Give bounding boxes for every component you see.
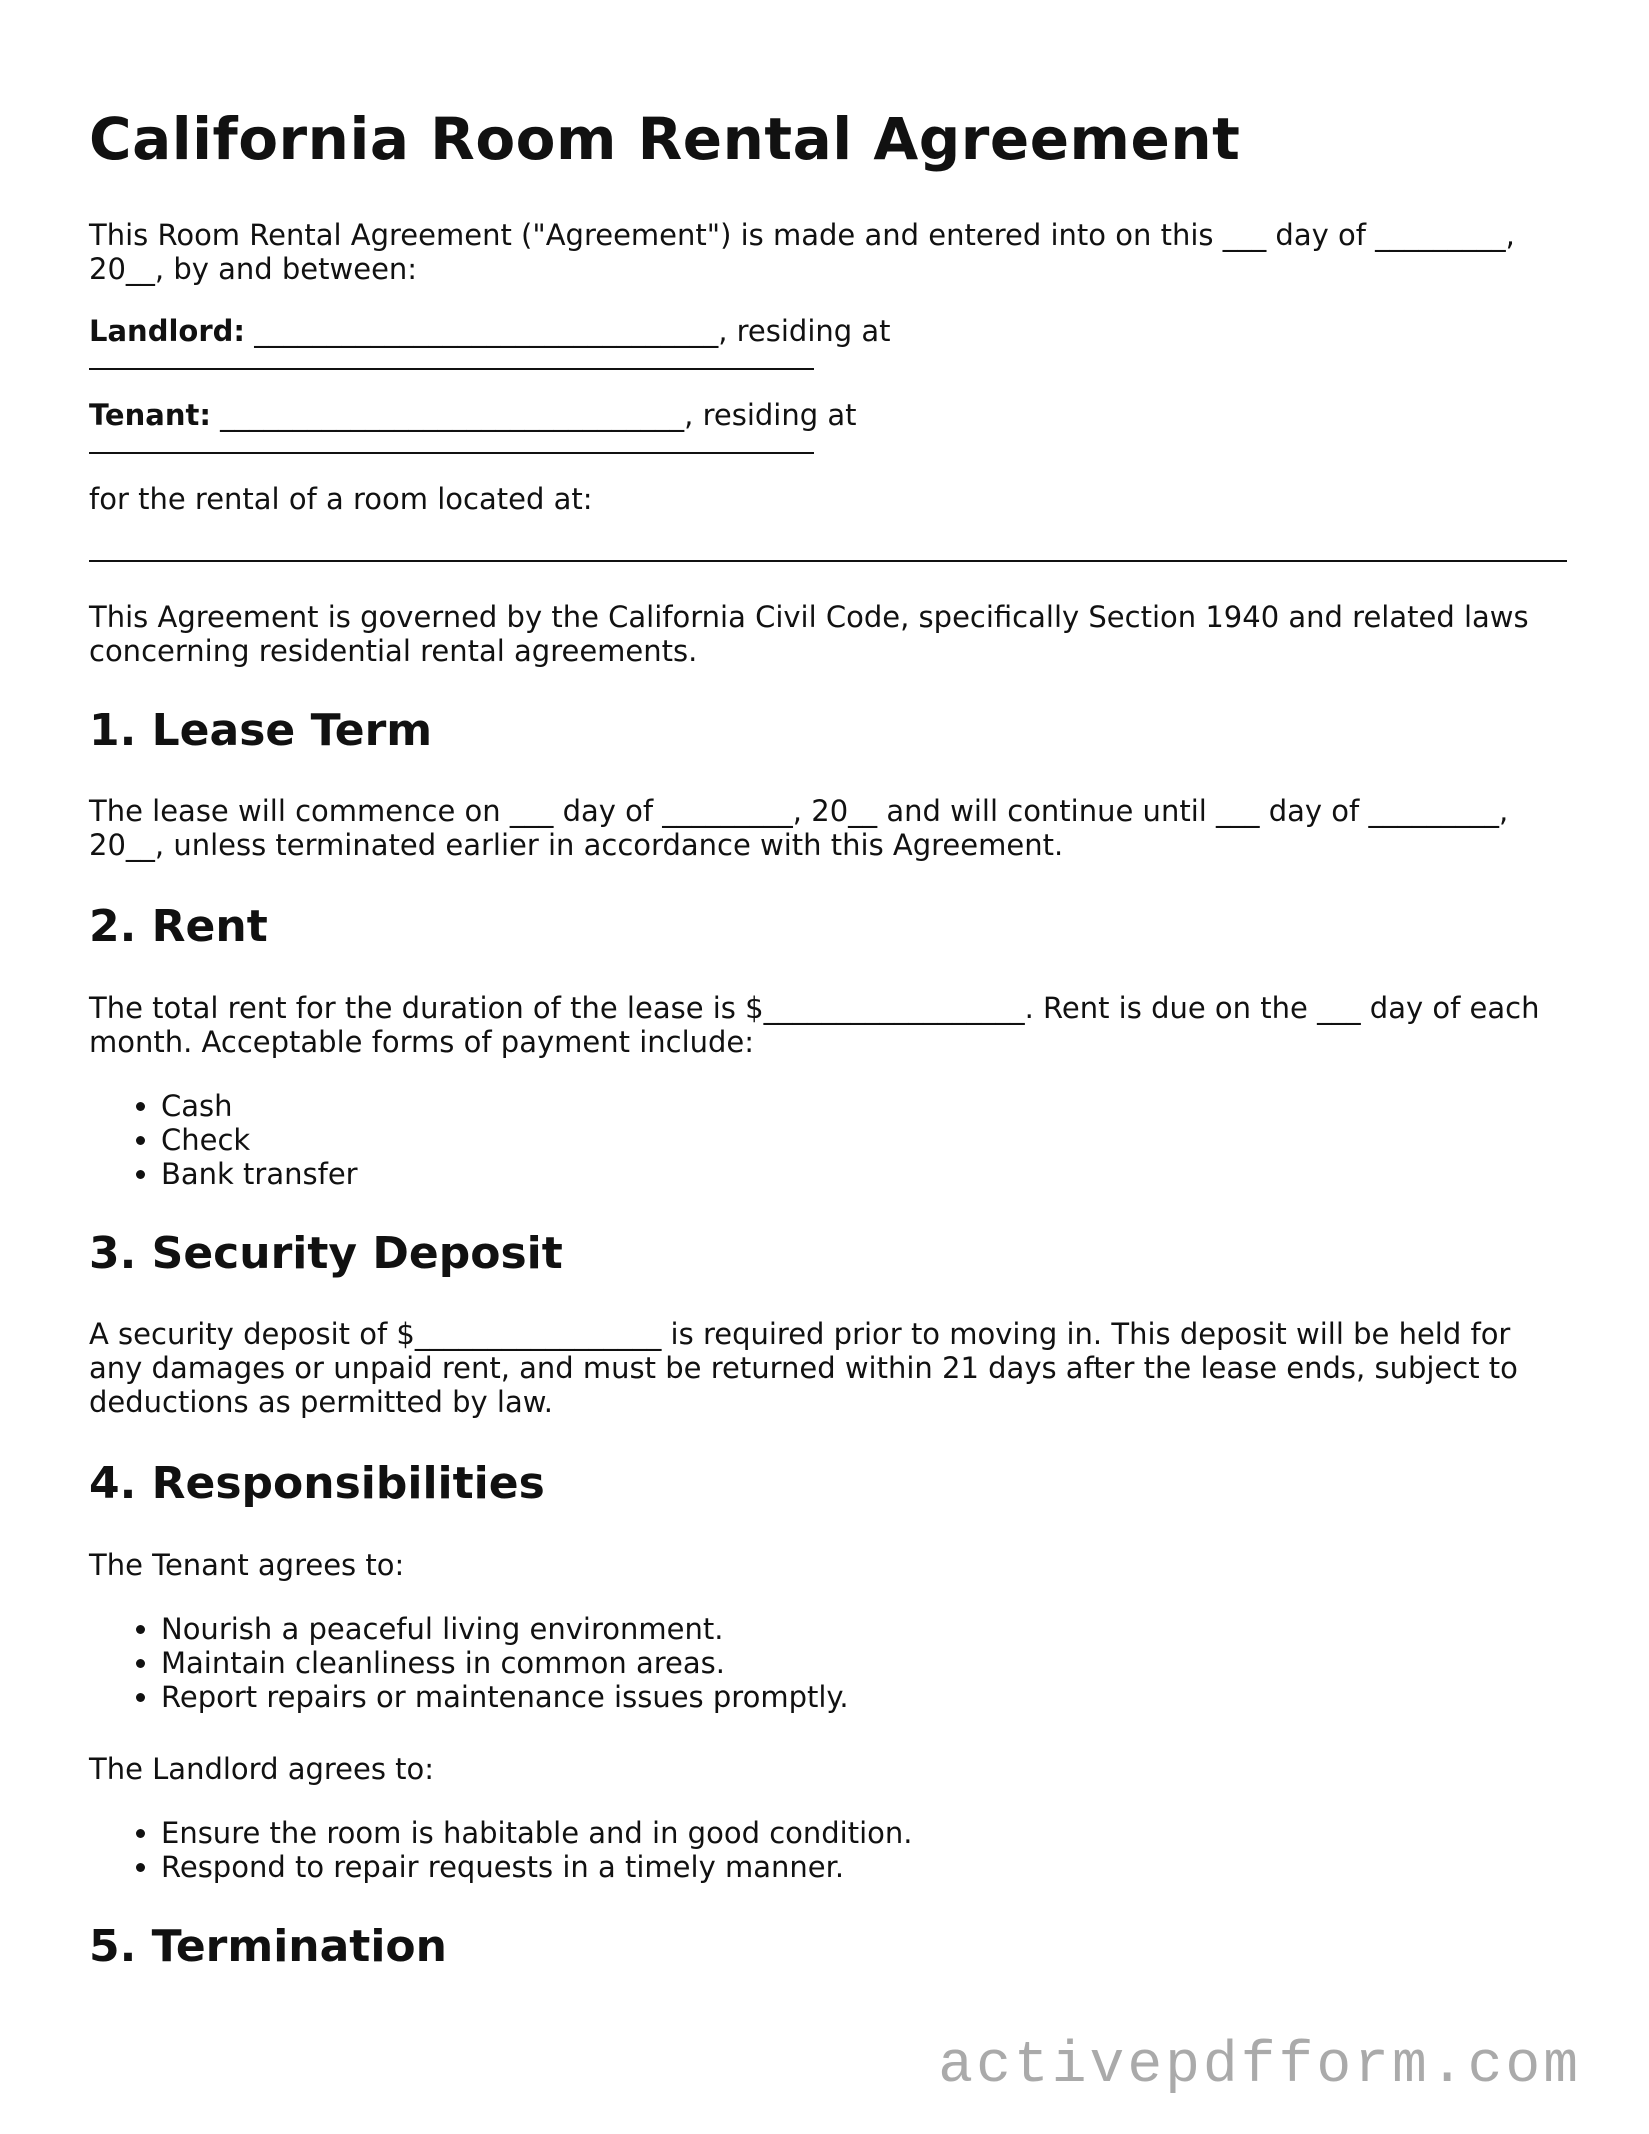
tenant-line bbox=[89, 398, 1569, 432]
list-item: • Bank transfer bbox=[161, 1157, 1569, 1191]
landlord-fill-text: ________________________________, residing at bbox=[244, 313, 891, 348]
payment-methods-list bbox=[89, 1089, 1569, 1191]
list-item: • Cash bbox=[161, 1089, 1569, 1123]
section-heading-lease-term: 1. Lease Term bbox=[89, 704, 433, 756]
landlord-responsibilities-list bbox=[89, 1816, 1569, 1884]
tenant-responsibilities-list bbox=[89, 1612, 1569, 1714]
list-item: • Nourish a peaceful living environment. bbox=[161, 1612, 1569, 1646]
tenant-fill-text: ________________________________, residing at bbox=[210, 397, 857, 432]
list-item: • Maintain cleanliness in common areas. bbox=[161, 1646, 1569, 1680]
rental-location-text: for the rental of a room located at: bbox=[89, 481, 593, 516]
rent-paragraph: The total rent for the duration of the lease is $__________________. Rent is due on the ___ day of each month. Acceptable forms of payment include: bbox=[89, 990, 1540, 1059]
landlord-label: Landlord: bbox=[89, 313, 245, 348]
security-deposit-paragraph: A security deposit of $_________________ is required prior to moving in. This deposit will be held for any damages or unpaid rent, and must be returned within 21 days after the lease ends, subject to deductions as permitted by law. bbox=[89, 1317, 1518, 1420]
list-item: • Ensure the room is habitable and in good condition. bbox=[161, 1816, 1569, 1850]
governing-law-paragraph: This Agreement is governed by the California Civil Code, specifically Section 1940 and related laws concerning residential rental agreements. bbox=[89, 599, 1529, 668]
landlord-address-blank[interactable] bbox=[89, 348, 814, 370]
list-item: • Check bbox=[161, 1123, 1569, 1157]
section-heading-rent: 2. Rent bbox=[89, 901, 268, 953]
room-location-blank[interactable] bbox=[89, 532, 1567, 562]
tenant-address-blank[interactable] bbox=[89, 432, 814, 454]
tenant-label: Tenant: bbox=[89, 397, 211, 432]
tenant-agrees-intro: The Tenant agrees to: bbox=[89, 1548, 405, 1583]
section-heading-security-deposit: 3. Security Deposit bbox=[89, 1227, 563, 1279]
section-heading-termination: 5. Termination bbox=[89, 1921, 447, 1973]
watermark-text: activepdfform.com bbox=[938, 2034, 1581, 2099]
list-item: • Respond to repair requests in a timely manner. bbox=[161, 1850, 1569, 1884]
landlord-agrees-intro: The Landlord agrees to: bbox=[89, 1752, 435, 1787]
intro-paragraph: This Room Rental Agreement ("Agreement") is made and entered into on this ___ day of _________, 20__, by and between: bbox=[89, 217, 1515, 286]
landlord-line bbox=[89, 314, 1569, 348]
document-title: California Room Rental Agreement bbox=[89, 105, 1241, 173]
lease-term-paragraph: The lease will commence on ___ day of _________, 20__ and will continue until ___ day of _________, 20__, unless terminated earlier in accordance with this Agreement. bbox=[89, 794, 1509, 863]
list-item: • Report repairs or maintenance issues promptly. bbox=[161, 1680, 1569, 1714]
section-heading-responsibilities: 4. Responsibilities bbox=[89, 1458, 545, 1510]
agreement-document bbox=[89, 106, 1569, 2011]
